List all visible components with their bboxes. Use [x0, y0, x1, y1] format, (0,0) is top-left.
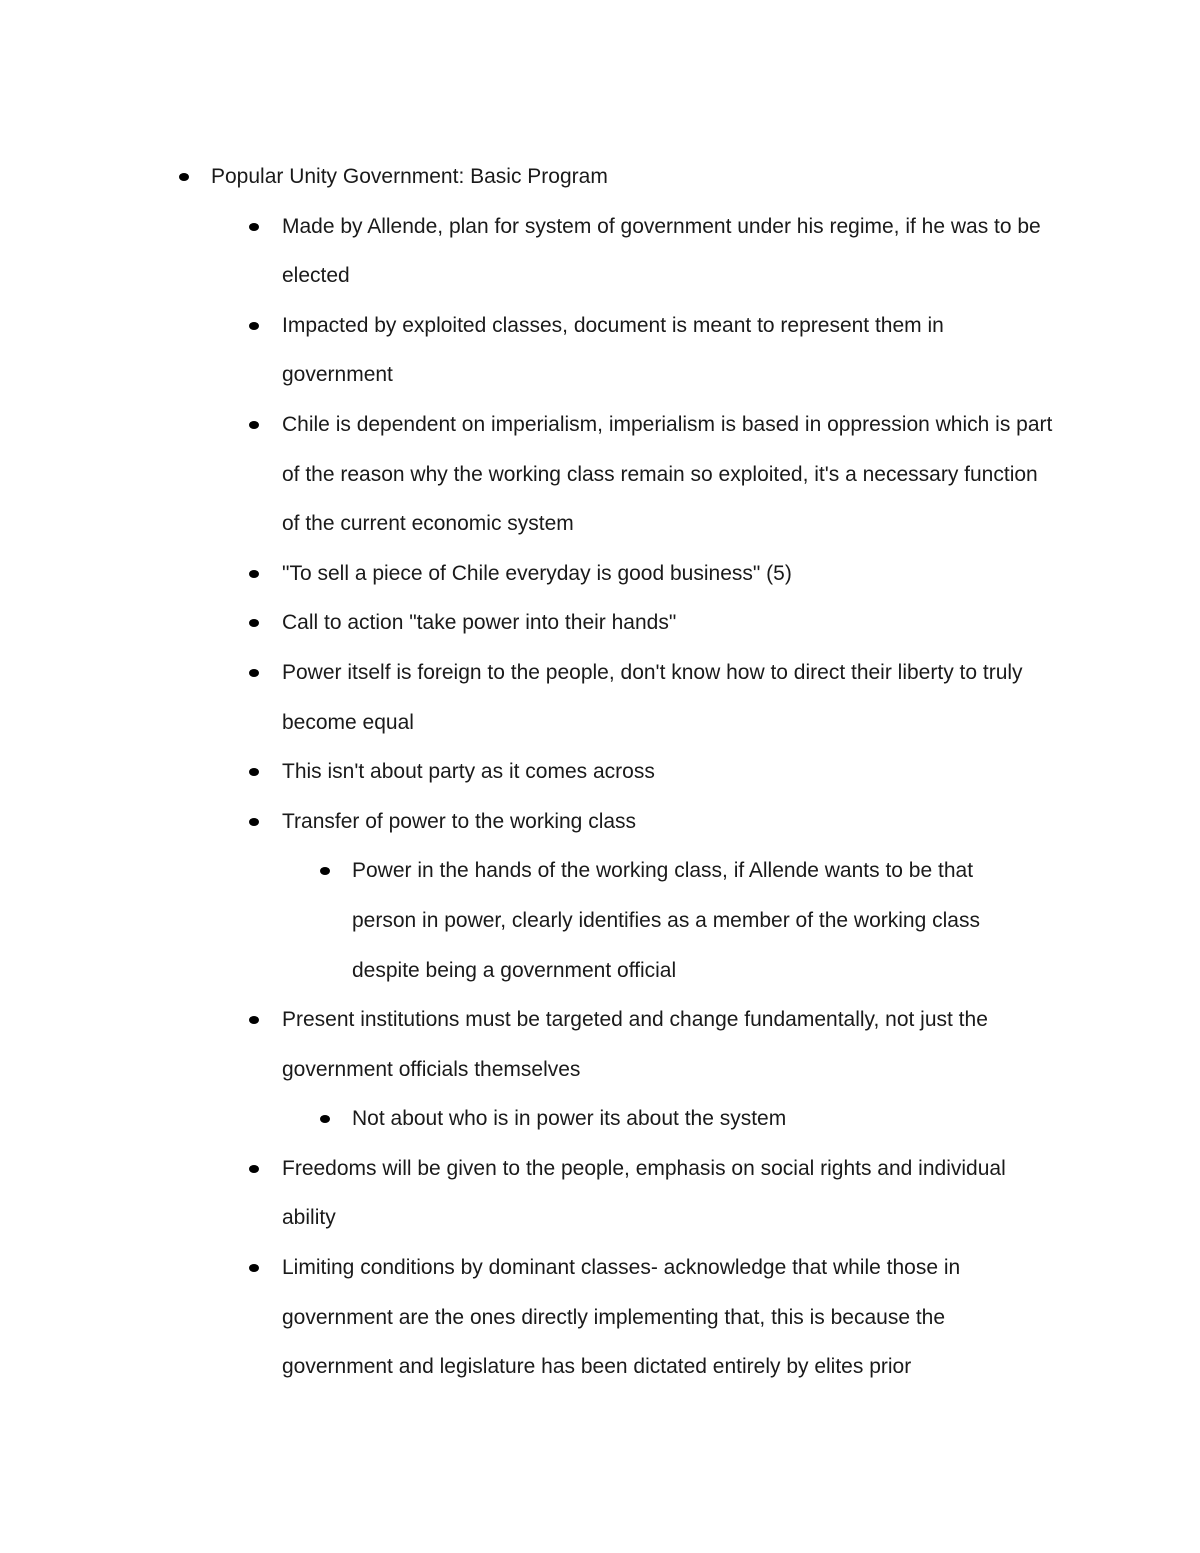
bullet-icon: [249, 768, 259, 776]
list-item: [0, 301, 1057, 400]
list-item: [0, 846, 1012, 995]
list-item: [0, 202, 1057, 301]
list-item-text: Made by Allende, plan for system of government under his regime, if he was to be elected: [282, 214, 1041, 288]
bullet-icon: [249, 669, 259, 677]
list-item-text: Call to action "take power into their hands": [282, 611, 677, 635]
list-item: [0, 747, 1057, 797]
list-item: [0, 598, 1057, 648]
list-item-text: Power in the hands of the working class, if Allende wants to be that person in power, clearly identifies as a member of the working class despite being a government official: [352, 859, 980, 982]
list-item-text: This isn't about party as it comes across: [282, 760, 655, 784]
list-item: [0, 1243, 1057, 1392]
bullet-icon: [320, 1115, 330, 1123]
bullet-icon: [249, 1264, 259, 1272]
list-item: [0, 549, 1057, 599]
list-item: [0, 1094, 1012, 1144]
list-item-text: Present institutions must be targeted and change fundamentally, not just the government officials themselves: [282, 1008, 988, 1081]
bullet-icon: [179, 173, 189, 181]
list-item-text: Popular Unity Government: Basic Program: [211, 165, 608, 188]
list-item: [0, 995, 1057, 1094]
bullet-icon: [249, 619, 259, 627]
list-item-text: Impacted by exploited classes, document is meant to represent them in government: [282, 313, 944, 387]
list-item: [0, 648, 1057, 747]
bullet-icon: [320, 867, 330, 875]
bullet-icon: [249, 421, 259, 429]
list-item: [0, 797, 1057, 847]
bullet-list: [0, 152, 1200, 1392]
list-item-text: Transfer of power to the working class: [282, 809, 637, 833]
bullet-icon: [249, 570, 259, 578]
list-item-text: Limiting conditions by dominant classes- acknowledge that while those in government are the ones directly implementing that, this is because the government and legislature has been dictated entirely by elites prior: [282, 1256, 961, 1379]
list-item: [0, 1144, 1057, 1243]
list-item-text: Power itself is foreign to the people, don't know how to direct their liberty to truly become equal: [282, 660, 1023, 734]
bullet-icon: [249, 223, 259, 231]
list-item-text: Freedoms will be given to the people, emphasis on social rights and individual ability: [282, 1156, 1006, 1230]
list-item: [0, 400, 1057, 549]
bullet-icon: [249, 1165, 259, 1173]
list-item-text: Chile is dependent on imperialism, imperialism is based in oppression which is part of the reason why the working class remain so exploited, it's a necessary function of the current economic system: [282, 412, 1053, 536]
bullet-icon: [249, 818, 259, 826]
bullet-icon: [249, 1016, 259, 1024]
list-item-text: Not about who is in power its about the system: [352, 1107, 787, 1131]
list-item: [0, 152, 1011, 202]
list-item-text: "To sell a piece of Chile everyday is good business" (5): [282, 561, 792, 585]
bullet-icon: [249, 322, 259, 330]
